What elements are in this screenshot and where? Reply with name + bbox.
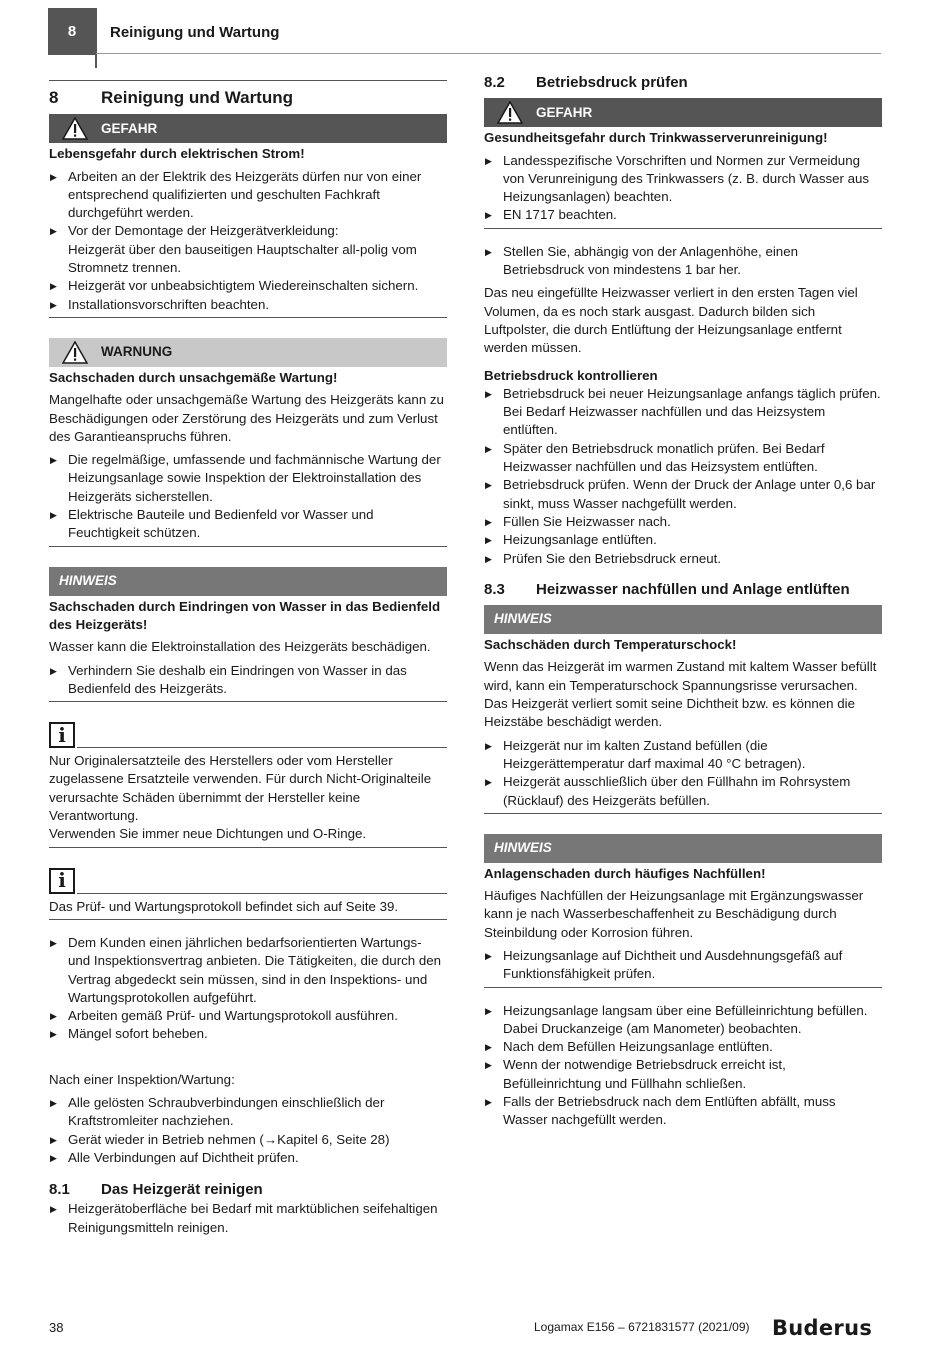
list-item: ▶ Mängel sofort beheben. [49, 1025, 447, 1043]
box-end-rule [484, 228, 882, 229]
section-heading-8-3 [484, 581, 882, 599]
list-item: ▶ Heizungsanlage langsam über eine Befülleinrichtung befüllen. Dabei Druckanzeige (am Manometer) beobachten. [484, 1002, 882, 1039]
section-title: Das Heizgerät reinigen [101, 1181, 263, 1199]
warning-triangle-icon [49, 117, 101, 140]
section-title: Betriebsdruck prüfen [536, 74, 688, 91]
inspection-label: Nach einer Inspektion/Wartung: [49, 1071, 235, 1087]
list-item: ▶ Falls der Betriebsdruck nach dem Entlüften abfällt, muss Wasser nachgefüllt werden. [484, 1093, 882, 1130]
box-end-rule [49, 546, 447, 547]
section-number: 8.2 [484, 74, 505, 91]
list-item: ▶ Dem Kunden einen jährlichen bedarfsorientierten Wartungs- und Inspektionsvertrag anbieten. Die Tätigkeiten, die durch den Vertrag abgedeckt sein müssen, sind in den Inspektions- und Wartungsprotokollen aufgeführt. [49, 934, 447, 1007]
notice-banner: HINWEIS [49, 567, 447, 596]
list-item: ▶ Landesspezifische Vorschriften und Normen zur Vermeidung von Verunreinigung des Trinkwassers (z. B. durch Wasser aus Heizungsanlagen) beachten. [484, 152, 882, 207]
section-number: 8 [49, 88, 59, 107]
warning-label: WARNUNG [101, 344, 173, 360]
notice-title: Sachschaden durch Eindringen von Wasser in das Bedienfeld des Heizgeräts! [49, 598, 441, 632]
notice-text: Wasser kann die Elektroinstallation des Heizgeräts beschädigen. [49, 639, 431, 655]
danger-label: GEFAHR [101, 120, 158, 136]
info-text: Verwenden Sie immer neue Dichtungen und O-Ringe. [49, 826, 367, 842]
header-divider [95, 8, 97, 68]
header-rule [96, 53, 881, 54]
section-heading-8-1 [49, 1181, 447, 1199]
box-end-rule [484, 813, 882, 814]
running-header-title: Reinigung und Wartung [110, 24, 280, 41]
list-item: ▶ Nach dem Befüllen Heizungsanlage entlüften. [484, 1038, 882, 1056]
warning-triangle-icon [49, 341, 101, 364]
info-box-header [49, 868, 447, 894]
notice-banner: HINWEIS [484, 834, 882, 863]
box-end-rule [49, 317, 447, 318]
notice-title: Sachschäden durch Temperaturschock! [484, 637, 737, 653]
list-item: ▶ Betriebsdruck prüfen. Wenn der Druck der Anlage unter 0,6 bar sinkt, muss Wasser nachgefüllt werden. [484, 476, 882, 513]
info-icon: i [49, 868, 75, 894]
warning-title: Sachschaden durch unsachgemäße Wartung! [49, 369, 338, 385]
warning-text: Mangelhafte oder unsachgemäße Wartung des Heizgeräts kann zu Beschädigungen oder Zerstörung des Heizgeräts und zum Verlust des Garantieanspruchs führen. [49, 392, 444, 444]
list-item: ▶ Alle gelösten Schraubverbindungen einschließlich der Kraftstromleiter nachziehen. [49, 1094, 447, 1131]
list-item: ▶ Wenn der notwendige Betriebsdruck erreicht ist, Befülleinrichtung und Füllhahn schließen. [484, 1056, 882, 1093]
list-item: ▶ Alle Verbindungen auf Dichtheit prüfen. [49, 1149, 447, 1167]
buderus-logo: Buderus [772, 1316, 873, 1340]
left-column [49, 80, 447, 1237]
list-item: ▶ Arbeiten an der Elektrik des Heizgeräts dürfen nur von einer entsprechend qualifizierten und geschulten Fachkraft durchgeführt werden. [49, 168, 447, 223]
list-item [49, 222, 447, 277]
document-id: Logamax E156 – 6721831577 (2021/09) [534, 1320, 750, 1334]
danger-title: Gesundheitsgefahr durch Trinkwasserverunreinigung! [484, 130, 828, 146]
list-item: ▶ Die regelmäßige, umfassende und fachmännische Wartung der Heizungsanlage sowie Inspektion der Elektroinstallation des Heizgeräts sicherstellen. [49, 451, 447, 506]
info-icon: i [49, 722, 75, 748]
list-item: ▶ Stellen Sie, abhängig von der Anlagenhöhe, einen Betriebsdruck von mindestens 1 bar her. [484, 243, 882, 280]
info-text: Das Prüf- und Wartungsprotokoll befindet sich auf Seite 39. [49, 898, 399, 914]
chapter-number: 8 [67, 23, 77, 40]
notice-banner: HINWEIS [484, 605, 882, 634]
subheading: Betriebsdruck kontrollieren [484, 367, 658, 383]
list-item-text: Heizgerät über den bauseitigen Hauptschalter all-polig vom Stromnetz trennen. [68, 241, 417, 276]
warning-banner [49, 338, 447, 367]
section-heading-8 [49, 81, 447, 107]
section-title: Heizwasser nachfüllen und Anlage entlüften [536, 580, 850, 598]
list-item: ▶ Heizgerät vor unbeabsichtigtem Wiedereinschalten sichern. [49, 277, 447, 295]
list-item: ▶ Verhindern Sie deshalb ein Eindringen von Wasser in das Bedienfeld des Heizgeräts. [49, 662, 447, 699]
notice-text: Häufiges Nachfüllen der Heizungsanlage mit Ergänzungswasser kann je nach Wasserbeschaffenheit zu Beschädigung durch Steinbildung oder Korrosion führen. [484, 888, 864, 940]
list-item: ▶ Füllen Sie Heizwasser nach. [484, 513, 882, 531]
section-heading-8-2 [484, 74, 882, 92]
list-item: ▶ EN 1717 beachten. [484, 206, 882, 224]
list-item: ▶ Später den Betriebsdruck monatlich prüfen. Bei Bedarf Heizwasser nachfüllen und das Heizsystem entlüften. [484, 440, 882, 477]
box-end-rule [49, 919, 447, 920]
list-item: ▶ Installationsvorschriften beachten. [49, 296, 447, 314]
box-end-rule [484, 987, 882, 988]
danger-banner [49, 114, 447, 143]
list-item: ▶ Betriebsdruck bei neuer Heizungsanlage anfangs täglich prüfen. Bei Bedarf Heizwasser nachfüllen und das Heizsystem entlüften. [484, 385, 882, 440]
list-item: ▶ Elektrische Bauteile und Bedienfeld vor Wasser und Feuchtigkeit schützen. [49, 506, 447, 543]
right-column [484, 74, 882, 1130]
box-end-rule [49, 701, 447, 702]
danger-title: Lebensgefahr durch elektrischen Strom! [49, 146, 305, 162]
list-item: ▶ Heizgerät nur im kalten Zustand befüllen (die Heizgerättemperatur darf maximal 40 °C betragen). [484, 737, 882, 774]
page-number: 38 [49, 1320, 64, 1335]
list-item: ▶ Gerät wieder in Betrieb nehmen (→Kapitel 6, Seite 28) [49, 1131, 447, 1149]
info-box-header [49, 722, 447, 748]
info-text: Nur Originalersatzteile des Herstellers oder vom Hersteller zugelassene Ersatzteile verwenden. Für durch Nicht-Originalteile verursachte Schäden übernimmt der Hersteller keine Verantwortung. [49, 753, 432, 824]
body-text: Das neu eingefüllte Heizwasser verliert in den ersten Tagen viel Volumen, da es noch stark ausgast. Dadurch bilden sich Luftpolster, die durch Entlüftung der Heizungsanlage entfernt werden müssen. [484, 285, 858, 356]
list-item: ▶ Heizgerät ausschließlich über den Füllhahn im Rohrsystem (Rücklauf) des Heizgeräts befüllen. [484, 773, 882, 810]
list-item: ▶ Heizgerätoberfläche bei Bedarf mit marktüblichen seifehaltigen Reinigungsmitteln reinigen. [49, 1200, 447, 1237]
notice-title: Anlagenschaden durch häufiges Nachfüllen! [484, 865, 766, 881]
danger-label: GEFAHR [536, 104, 593, 120]
section-number: 8.3 [484, 580, 505, 598]
list-item: ▶ Prüfen Sie den Betriebsdruck erneut. [484, 550, 882, 568]
list-item-text: Vor der Demontage der Heizgerätverkleidung: [68, 223, 339, 239]
danger-banner [484, 98, 882, 127]
box-end-rule [49, 847, 447, 848]
warning-triangle-icon [484, 101, 536, 124]
list-item: ▶ Heizungsanlage entlüften. [484, 531, 882, 549]
section-title: Reinigung und Wartung [101, 88, 293, 107]
notice-text: Wenn das Heizgerät im warmen Zustand mit kaltem Wasser befüllt wird, kann ein Temperaturschock Spannungsrisse verursachen. Das Heizgerät verliert somit seine Dichtheit bzw. es können die Heizstäbe beschädigt werden. [484, 659, 877, 730]
chapter-number-tab [48, 8, 96, 55]
list-item: ▶ Heizungsanlage auf Dichtheit und Ausdehnungsgefäß auf Funktionsfähigkeit prüfen. [484, 947, 882, 984]
list-item: ▶ Arbeiten gemäß Prüf- und Wartungsprotokoll ausführen. [49, 1007, 447, 1025]
section-number: 8.1 [49, 1181, 70, 1199]
